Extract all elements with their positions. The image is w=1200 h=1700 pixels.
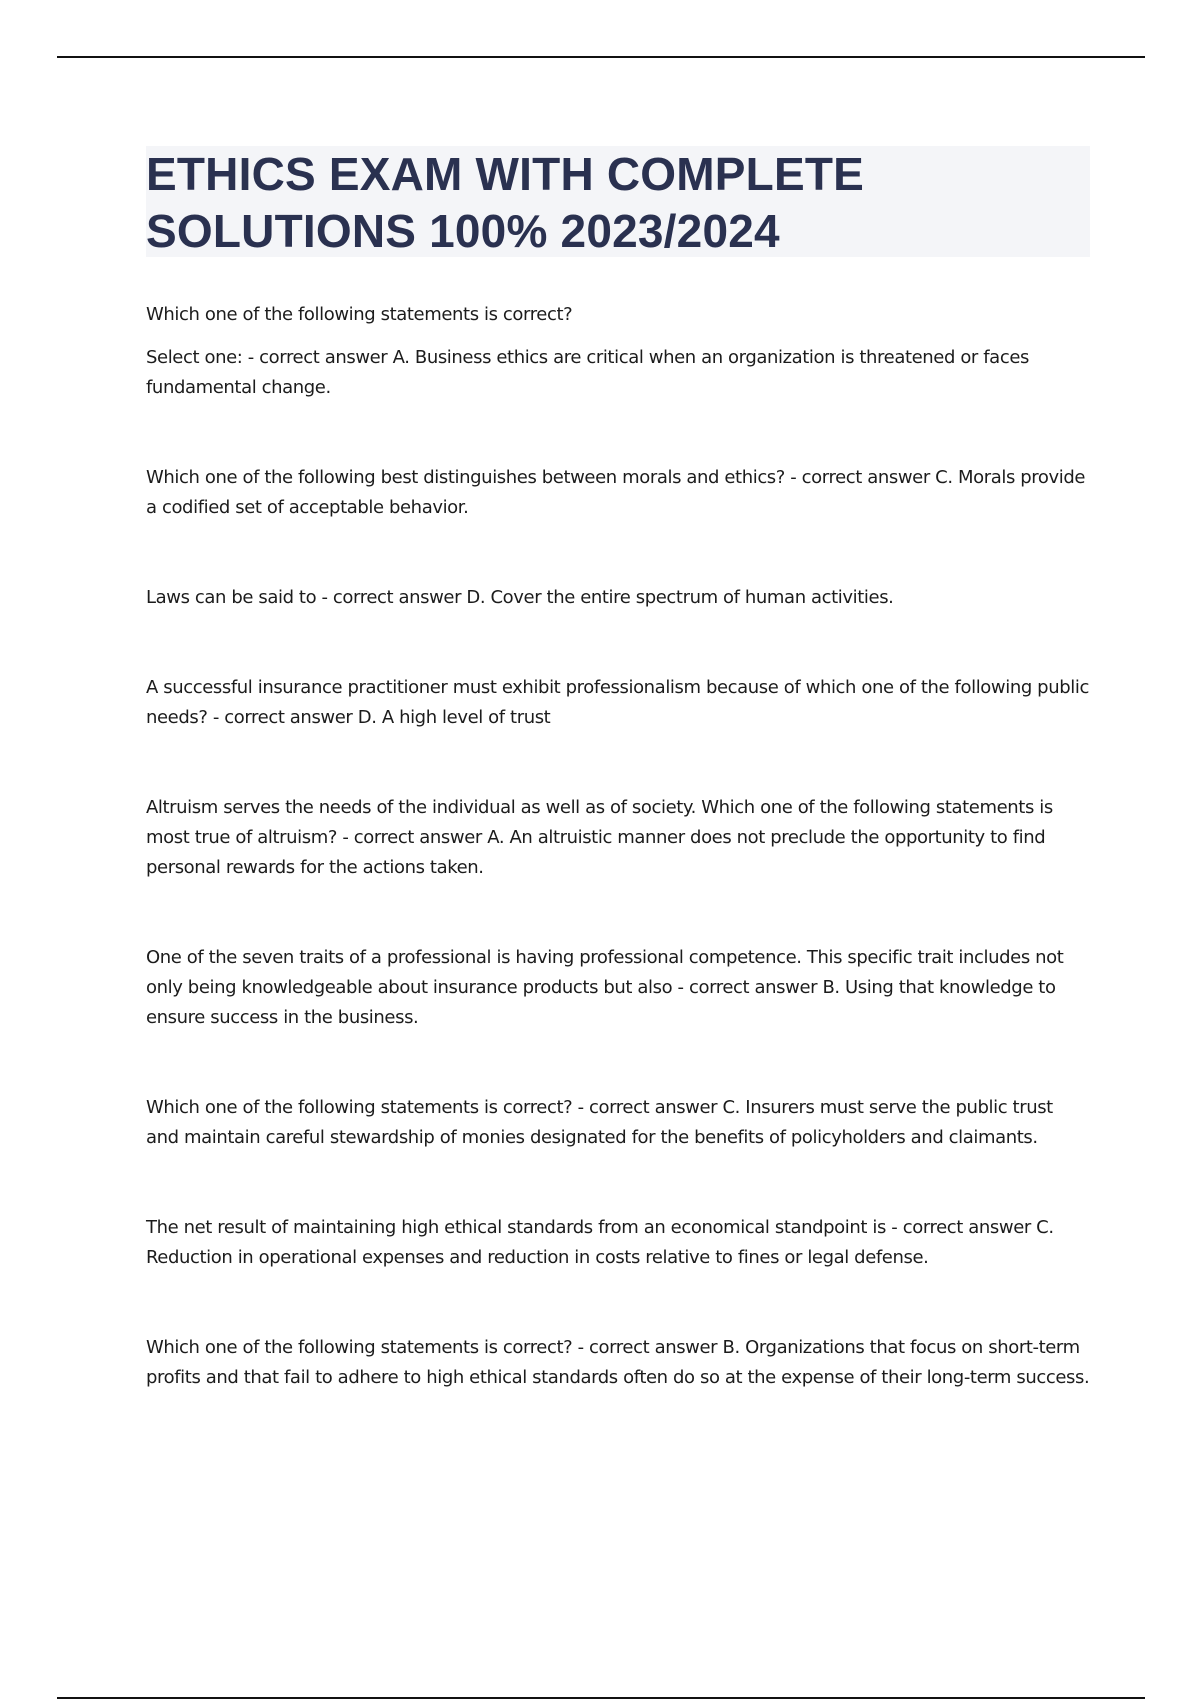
qa-item: One of the seven traits of a professional is having professional competence. This specific trait includes not only being knowledgeable about insurance products but also - correct answer B. Using that knowledge to ensure success in the business.	[146, 947, 1064, 1028]
footer-rule	[57, 1697, 1145, 1699]
question-text: Which one of the following statements is correct?	[146, 304, 573, 325]
qa-item: A successful insurance practitioner must exhibit professionalism because of which one of the following public needs? - correct answer D. A high level of trust	[146, 677, 1089, 728]
qa-item: The net result of maintaining high ethical standards from an economical standpoint is - correct answer C. Reduction in operational expenses and reduction in costs relative to fines or legal defense.	[146, 1217, 1054, 1268]
document-body	[146, 300, 1090, 1393]
answer-text: Select one: - correct answer A. Business ethics are critical when an organization is threatened or faces fundamental change.	[146, 347, 1029, 398]
title-banner	[146, 146, 1090, 257]
qa-item: Altruism serves the needs of the individual as well as of society. Which one of the following statements is most true of altruism? - correct answer A. An altruistic manner does not preclude the opportunity to find personal rewards for the actions taken.	[146, 797, 1053, 878]
qa-item: Laws can be said to - correct answer D. Cover the entire spectrum of human activities.	[146, 587, 894, 608]
title-line-2: SOLUTIONS 100% 2023/2024	[146, 205, 780, 257]
title-line-1: ETHICS EXAM WITH COMPLETE	[146, 148, 864, 200]
document-title	[146, 146, 1090, 260]
qa-item: Which one of the following statements is correct? - correct answer C. Insurers must serve the public trust and maintain careful stewardship of monies designated for the benefits of policyholders and claimants.	[146, 1097, 1053, 1148]
qa-item: Which one of the following best distinguishes between morals and ethics? - correct answer C. Morals provide a codified set of acceptable behavior.	[146, 467, 1086, 518]
header-rule	[57, 56, 1145, 58]
qa-item: Which one of the following statements is correct? - correct answer B. Organizations that focus on short-term profits and that fail to adhere to high ethical standards often do so at the expense of their long-term success.	[146, 1337, 1090, 1388]
